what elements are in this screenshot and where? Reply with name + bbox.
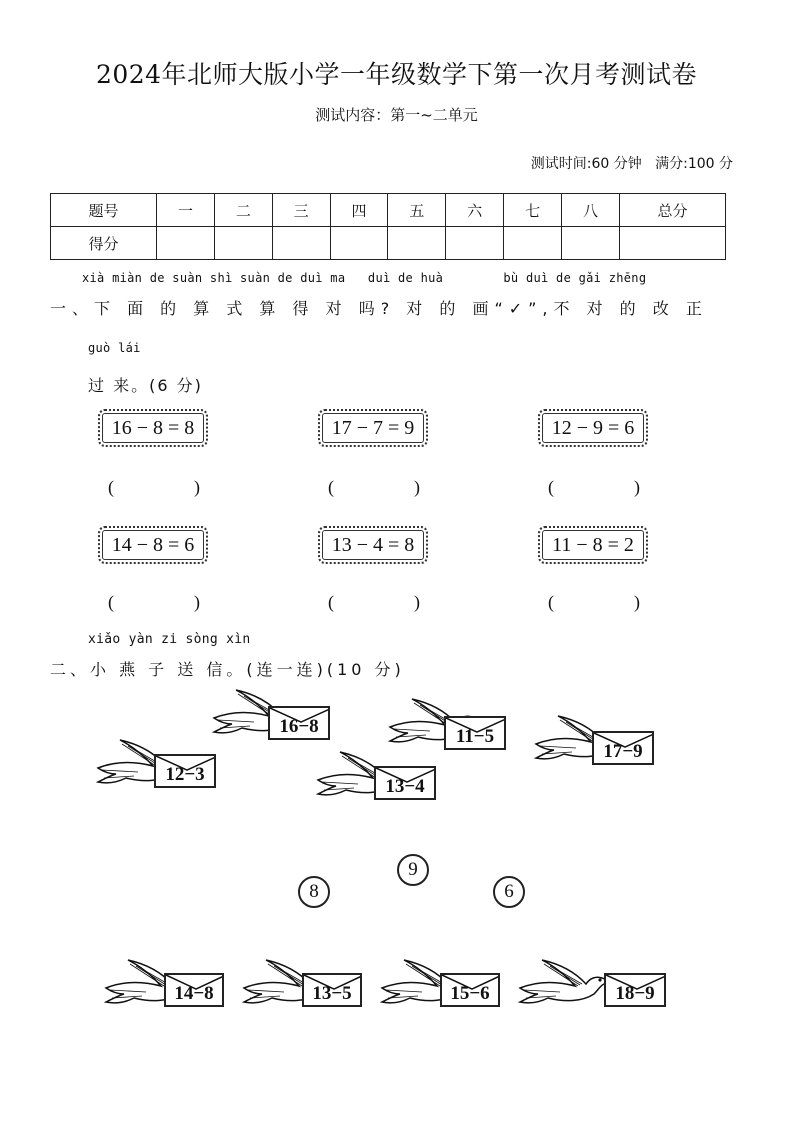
paren-close: ) — [414, 477, 420, 497]
letter-envelope[interactable] — [440, 973, 500, 1007]
score-header-cell: 七 — [504, 194, 562, 227]
equation-box: 13 − 4 = 8 — [318, 526, 428, 564]
score-cell[interactable] — [504, 227, 562, 260]
score-header-cell: 总分 — [619, 194, 725, 227]
equation-box: 16 − 8 = 8 — [98, 409, 208, 447]
score-header-cell: 八 — [562, 194, 620, 227]
answer-circle[interactable]: 6 — [493, 876, 525, 908]
paren-open: ( — [108, 592, 114, 612]
score-header-cell: 二 — [214, 194, 272, 227]
score-cell[interactable] — [619, 227, 725, 260]
letter-envelope[interactable] — [302, 973, 362, 1007]
paren-close: ) — [194, 592, 200, 612]
letter-envelope[interactable] — [154, 754, 216, 788]
q2-pinyin: xiǎo yàn zi sòng xìn — [88, 632, 251, 647]
paren-open: ( — [548, 477, 554, 497]
score-row-label: 得分 — [51, 227, 157, 260]
paren-close: ) — [634, 477, 640, 497]
paren-open: ( — [328, 592, 334, 612]
envelope-expression: 15−6 — [450, 983, 490, 1004]
letter-envelope[interactable] — [164, 973, 224, 1007]
answer-blank[interactable] — [328, 477, 420, 498]
answer-circle[interactable]: 9 — [397, 854, 429, 886]
score-cell[interactable] — [330, 227, 388, 260]
score-header-cell: 四 — [330, 194, 388, 227]
equation-box: 11 − 8 = 2 — [538, 526, 648, 564]
envelope-expression: 16−8 — [279, 716, 319, 737]
paren-open: ( — [108, 477, 114, 497]
answer-blank[interactable] — [328, 592, 420, 613]
q2-instruction: 二、小 燕 子 送 信。(连一连)(10 分) — [50, 660, 405, 679]
envelope-expression: 18−9 — [615, 983, 655, 1004]
answer-blank[interactable] — [108, 592, 200, 613]
score-header-cell: 三 — [272, 194, 330, 227]
envelope-expression: 13−5 — [312, 983, 352, 1004]
letter-envelope[interactable] — [444, 716, 506, 750]
score-cell[interactable] — [214, 227, 272, 260]
letter-envelope[interactable] — [374, 766, 436, 800]
envelope-expression: 12−3 — [165, 764, 205, 785]
score-cell[interactable] — [272, 227, 330, 260]
score-header-cell: 五 — [388, 194, 446, 227]
paren-close: ) — [634, 592, 640, 612]
q1-instruction-line-2: 过 来。(6 分) — [88, 376, 203, 395]
q1-pinyin-line-2: guò lái — [88, 341, 141, 355]
equation-box: 12 − 9 = 6 — [538, 409, 648, 447]
time-info: 测试时间:60 分钟 满分:100 分 — [530, 156, 733, 172]
score-cell[interactable] — [388, 227, 446, 260]
paren-open: ( — [548, 592, 554, 612]
score-header-cell: 题号 — [51, 194, 157, 227]
page-title: 2024年北师大版小学一年级数学下第一次月考测试卷 — [95, 60, 698, 89]
answer-blank[interactable] — [548, 477, 640, 498]
answer-blank[interactable] — [108, 477, 200, 498]
score-cell[interactable] — [446, 227, 504, 260]
swallow-icon — [520, 958, 610, 1006]
score-table-header-row — [51, 194, 726, 227]
score-table-score-row — [51, 227, 726, 260]
paren-open: ( — [328, 477, 334, 497]
score-header-cell: 六 — [446, 194, 504, 227]
equation-box: 17 − 7 = 9 — [318, 409, 428, 447]
equation-box: 14 − 8 = 6 — [98, 526, 208, 564]
answer-blank[interactable] — [548, 592, 640, 613]
q1-pinyin-line-1: xià miàn de suàn shì suàn de duì ma duì de huà bù duì de gǎi zhēng — [82, 271, 647, 285]
letter-envelope[interactable] — [604, 973, 666, 1007]
score-table — [50, 193, 726, 260]
page-subtitle: 测试内容：第一~二单元 — [315, 106, 478, 124]
score-cell[interactable] — [157, 227, 215, 260]
paren-close: ) — [194, 477, 200, 497]
score-cell[interactable] — [562, 227, 620, 260]
paren-close: ) — [414, 592, 420, 612]
letter-envelope[interactable] — [268, 706, 330, 740]
answer-circle[interactable]: 8 — [298, 876, 330, 908]
letter-envelope[interactable] — [592, 731, 654, 765]
envelope-expression: 11−5 — [455, 726, 495, 747]
envelope-expression: 17−9 — [603, 741, 643, 762]
score-header-cell: 一 — [157, 194, 215, 227]
q1-instruction-line-1: 一、下 面 的 算 式 算 得 对 吗? 对 的 画“✓”,不 对 的 改 正 — [50, 299, 708, 318]
envelope-expression: 14−8 — [174, 983, 214, 1004]
envelope-expression: 13−4 — [385, 776, 425, 797]
